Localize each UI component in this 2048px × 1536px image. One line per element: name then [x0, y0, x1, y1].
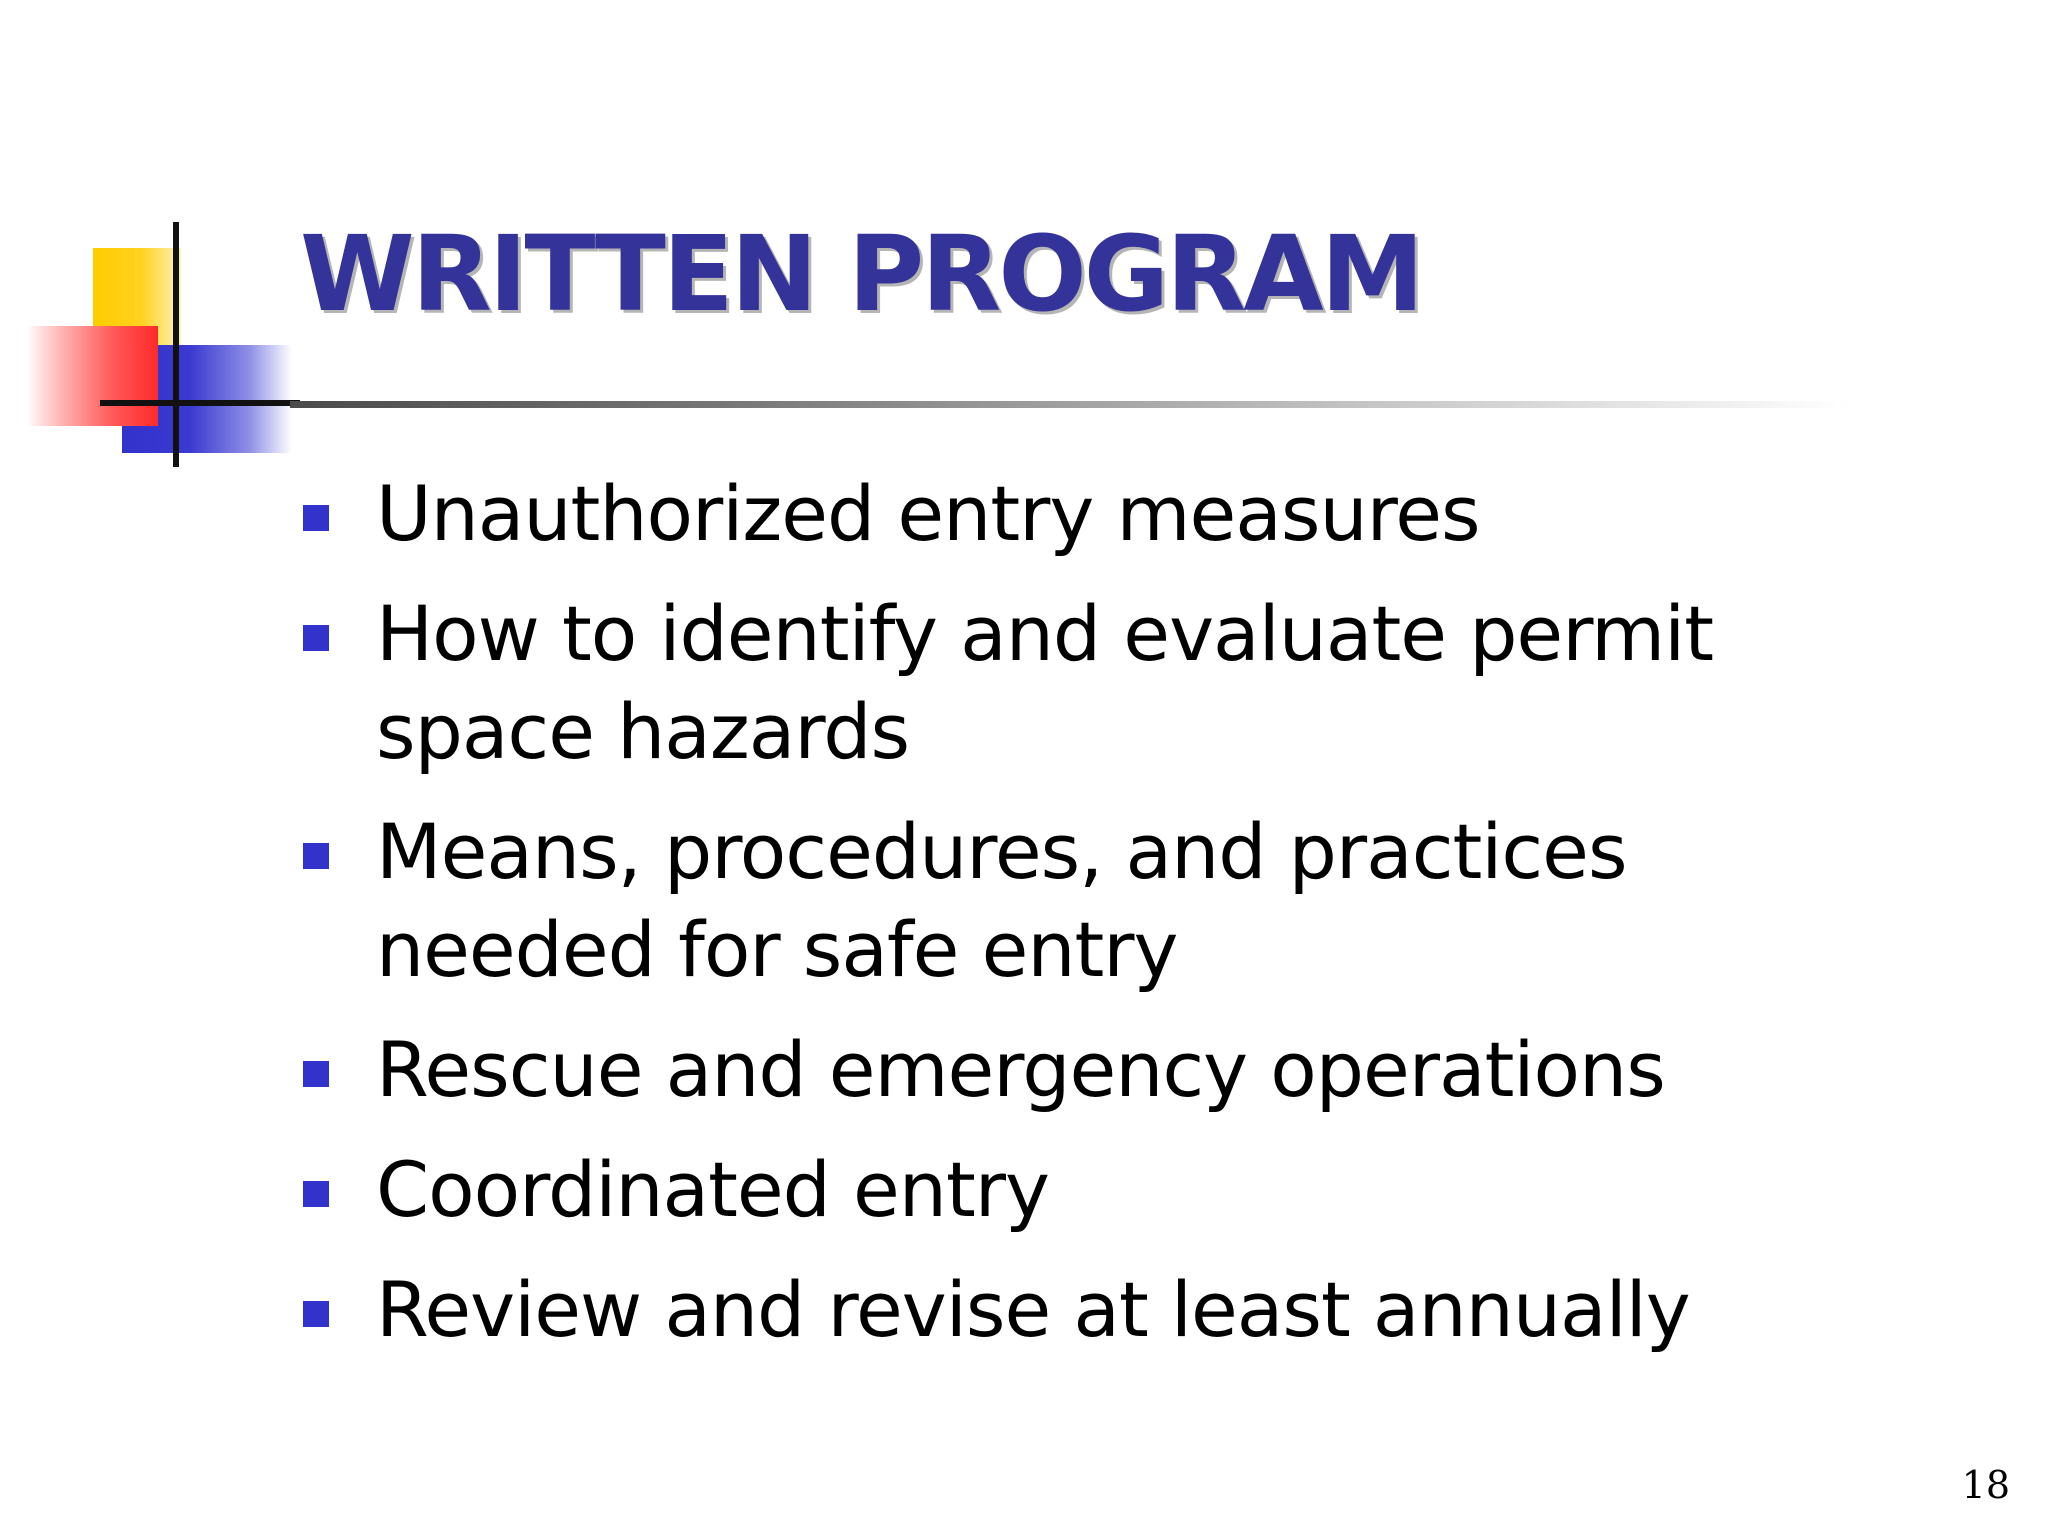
- slide-title: WRITTEN PROGRAM: [300, 213, 1422, 335]
- square-bullet-icon: [303, 505, 329, 531]
- bullet-item: [300, 465, 1860, 563]
- bullet-item: [300, 585, 1860, 781]
- bullet-item: [300, 1261, 1860, 1359]
- bullet-text: How to identify and evaluate permit space hazards: [376, 589, 1714, 776]
- bullet-item: [300, 1141, 1860, 1239]
- bullet-text: Means, procedures, and practices needed for safe entry: [376, 807, 1627, 994]
- bullet-text: Review and revise at least annually: [376, 1265, 1690, 1354]
- square-bullet-icon: [303, 1301, 329, 1327]
- page-number: 18: [1961, 1463, 2010, 1507]
- vertical-crosshair-line: [173, 222, 179, 467]
- bullet-item: [300, 1021, 1860, 1119]
- corner-squares-logo-icon: [0, 0, 320, 480]
- bullet-list: [300, 465, 1860, 1381]
- bullet-text: Unauthorized entry measures: [376, 469, 1480, 558]
- square-bullet-icon: [303, 843, 329, 869]
- title-divider: [290, 401, 1850, 408]
- square-bullet-icon: [303, 1061, 329, 1087]
- red-square: [26, 326, 158, 426]
- horizontal-crosshair-line: [100, 400, 300, 406]
- square-bullet-icon: [303, 625, 329, 651]
- bullet-item: [300, 803, 1860, 999]
- square-bullet-icon: [303, 1181, 329, 1207]
- bullet-text: Coordinated entry: [376, 1145, 1049, 1234]
- bullet-text: Rescue and emergency operations: [376, 1025, 1665, 1114]
